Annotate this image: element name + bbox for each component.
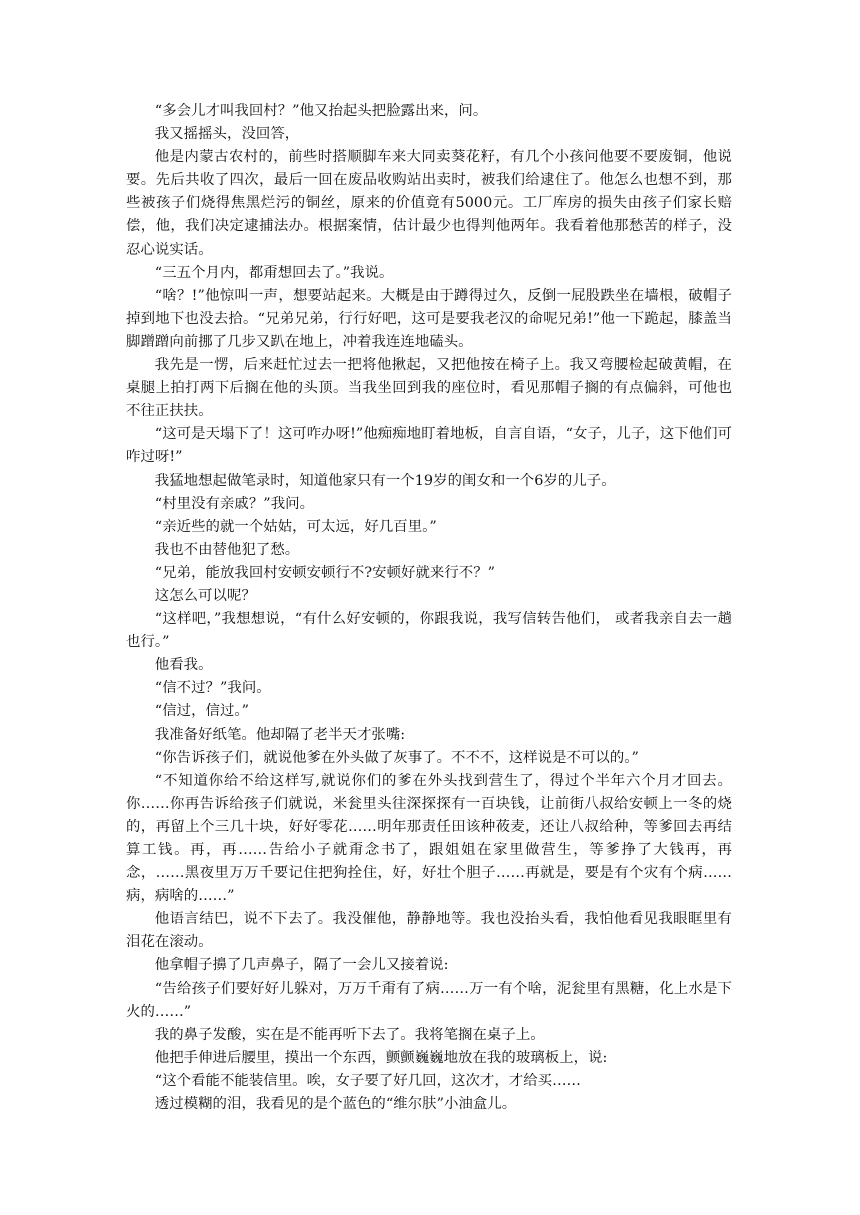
paragraph-8: 我猛地想起做笔录时，知道他家只有一个19岁的闺女和一个6岁的儿子。 <box>154 472 616 489</box>
paragraph-13: 这怎么可以呢？ <box>154 587 256 604</box>
paragraph-26: “这个看能不能装信里。唉，女子要了好几回，这次才，才给买…… <box>154 1072 581 1089</box>
paragraph-10: “亲近些的就一个姑姑，可太远，好几百里。” <box>154 518 437 535</box>
paragraph-12: “兄弟，能放我回村安顿安顿行不?安顿好就来行不？” <box>154 564 496 581</box>
story-text <box>126 100 732 1116</box>
paragraph-9: “村里没有亲戚？”我问。 <box>154 495 315 512</box>
paragraph-5: “啥？!”他惊叫一声，想要站起来。大概是由于蹲得过久，反倒一屁股跌坐在墙根，破帽子掉到地下也没去拾。“兄弟兄弟，行行好吧，这可是要我老汉的命呢兄弟!”他一下跪起，膝盖当脚蹭蹭向前挪了几步又趴在地上，冲着我连连地磕头。 <box>126 287 732 350</box>
paragraph-21: 他语言结巴，说不下去了。我没催他，静静地等。我也没抬头看，我怕他看见我眼眶里有泪花在滚动。 <box>126 911 732 951</box>
paragraph-16: “信不过？”我问。 <box>154 680 271 697</box>
paragraph-25: 他把手伸进后腰里，摸出一个东西，颤颤巍巍地放在我的玻璃板上，说: <box>154 1049 608 1066</box>
paragraph-1: “多会儿才叫我回村？”他又抬起头把脸露出来，问。 <box>154 103 488 119</box>
paragraph-20: “不知道你给不给这样写,就说你们的爹在外头找到营生了，得过个半年六个月才回去。你……你再告诉给孩子们就说，米瓮里头往深探探有一百块钱，让前街八叔给安顿上一冬的烧的，再留上个三几十块，好好零花……明年那责任田该种莜麦，还让八叔给种，等爹回去再结算工钱。再，再……告给小子就甭念书了，跟姐姐在家里做营生，等爹挣了大钱再，再念，……黑夜里万万千要记住把狗拴住，好，好壮个胆子……再就是，要是有个灾有个病……病，病啥的……” <box>126 772 732 905</box>
paragraph-2: 我又摇摇头，没回答， <box>154 126 300 143</box>
paragraph-14: “这样吧，”我想想说，“有什么好安顿的，你跟我说，我写信转告他们， 或者我亲自去一趟也行。” <box>126 611 732 651</box>
paragraph-24: 我的鼻子发酸，实在是不能再听下去了。我将笔搁在桌子上。 <box>154 1026 545 1043</box>
paragraph-27: 透过模糊的泪，我看见的是个蓝色的“维尔肤”小油盒儿。 <box>154 1096 517 1113</box>
paragraph-15: 他看我。 <box>154 657 213 674</box>
paragraph-7: “这可是天塌下了！这可咋办呀!”他痴痴地盯着地板，自言自语，“女子，儿子，这下他们可咋过呀!” <box>126 426 732 466</box>
paragraph-4: “三五个月内，都甭想回去了。”我说。 <box>154 264 394 281</box>
paragraph-23: “告给孩子们要好好儿躲对，万万千甭有了病……万一有个啥，泥瓮里有黑糖，化上水是下火的……” <box>126 980 732 1020</box>
paragraph-19: “你告诉孩子们，就说他爹在外头做了灰事了。不不不，这样说是不可以的。” <box>154 749 639 766</box>
paragraph-11: 我也不由替他犯了愁。 <box>154 541 300 558</box>
paragraph-18: 我准备好纸笔。他却隔了老半天才张嘴: <box>154 726 406 743</box>
paragraph-6: 我先是一愣，后来赶忙过去一把将他揪起，又把他按在椅子上。我又弯腰检起破黄帽，在桌腿上拍打两下后搁在他的头顶。当我坐回到我的座位时，看见那帽子搁的有点偏斜，可他也不往正扶扶。 <box>126 357 732 420</box>
paragraph-22: 他拿帽子擤了几声鼻子，隔了一会儿又接着说: <box>154 957 449 974</box>
paragraph-3: 他是内蒙古农村的，前些时搭顺脚车来大同卖葵花籽，有几个小孩问他要不要废铜，他说要。先后共收了四次，最后一回在废品收购站出卖时，被我们给逮住了。他怎么也想不到，那些被孩子们烧得焦黑烂污的铜丝，原来的价值竟有5000元。工厂库房的损失由孩子们家长赔偿，他，我们决定逮捕法办。根据案情，估计最少也得判他两年。我看着他那愁苦的样子，没忍心说实话。 <box>126 149 732 258</box>
paragraph-17: “信过，信过。” <box>154 703 250 720</box>
